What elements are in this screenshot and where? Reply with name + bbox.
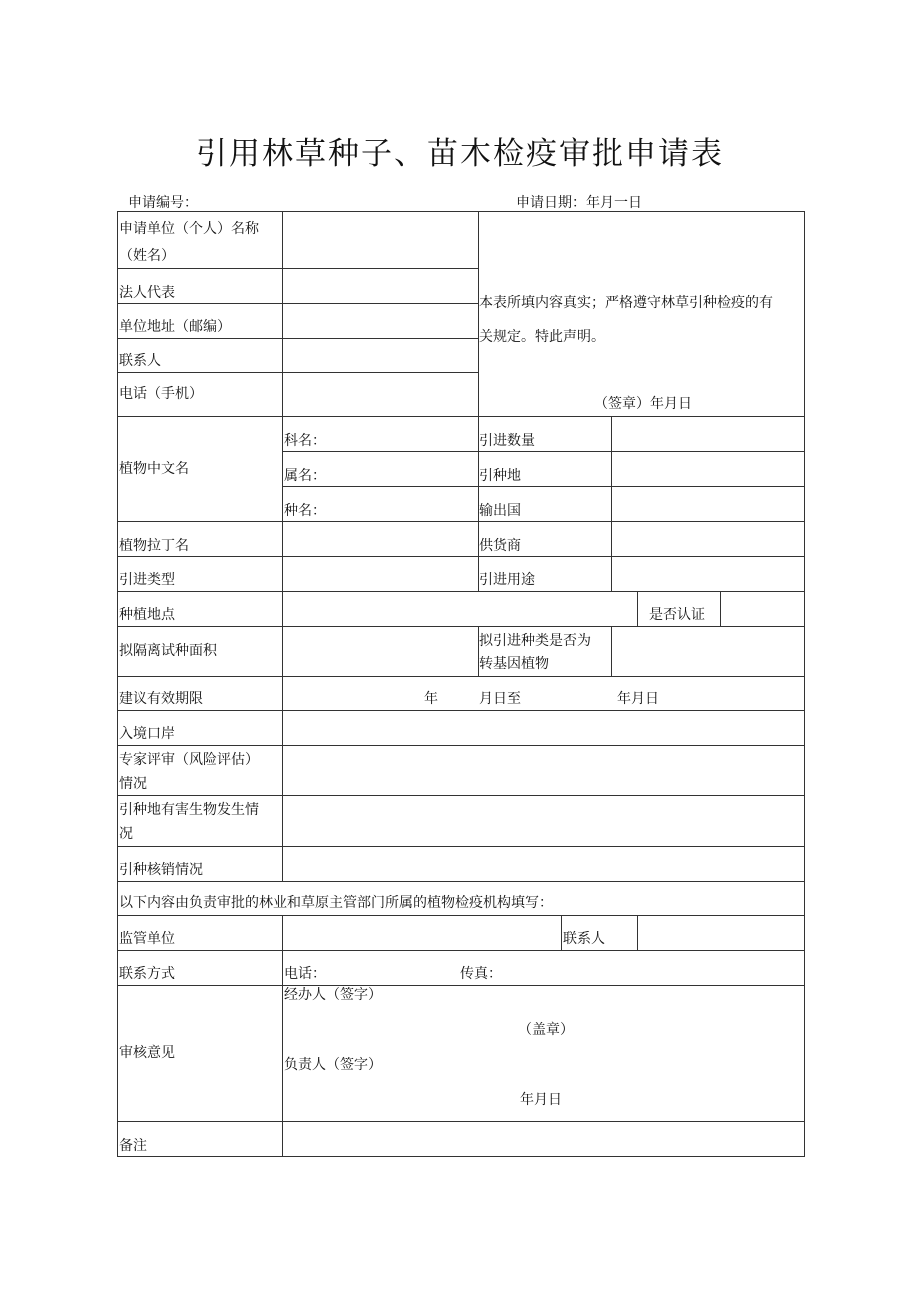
transgenic-label: 拟引进种类是否为 xyxy=(479,633,591,649)
isolation-area-field[interactable] xyxy=(283,627,477,676)
purpose-field[interactable] xyxy=(612,557,804,591)
quantity-label: 引进数量 xyxy=(479,433,535,449)
phone-label: 电话（手机） xyxy=(119,386,203,402)
declaration-sign-date: （签章）年月日 xyxy=(594,396,692,412)
contact-label: 联系人 xyxy=(119,353,161,369)
origin-field[interactable] xyxy=(612,452,804,486)
family-label: 科名： xyxy=(284,433,326,449)
species-label: 种名： xyxy=(284,503,326,519)
address-field[interactable] xyxy=(283,304,477,338)
supplier-field[interactable] xyxy=(612,522,804,556)
validity-to: 年月日 xyxy=(617,691,659,707)
purpose-label: 引进用途 xyxy=(479,572,535,588)
quantity-field[interactable] xyxy=(612,417,804,451)
supervisor-field[interactable] xyxy=(283,916,560,950)
supplier-label: 供货商 xyxy=(479,538,521,554)
writeoff-field[interactable] xyxy=(283,847,804,881)
authority-note: 以下内容由负责审批的林业和草原主管部门所属的植物检疫机构填写： xyxy=(119,895,553,911)
latin-name-field[interactable] xyxy=(283,522,477,556)
validity-year: 年 xyxy=(424,691,438,707)
application-date-label: 申请日期：年月一日 xyxy=(516,195,642,211)
legal-rep-field[interactable] xyxy=(283,269,477,303)
entry-port-label: 入境口岸 xyxy=(119,726,175,742)
export-country-label: 输出国 xyxy=(479,503,521,519)
contact-method-label: 联系方式 xyxy=(119,966,175,982)
expert-review-field[interactable] xyxy=(283,746,804,795)
certified-field[interactable] xyxy=(721,592,804,626)
applicant-name-field[interactable] xyxy=(283,212,477,268)
writeoff-label: 引种核销情况 xyxy=(119,862,203,878)
isolation-area-label: 拟隔离试种面积 xyxy=(119,643,217,659)
export-country-field[interactable] xyxy=(612,487,804,521)
intro-type-label: 引进类型 xyxy=(119,572,175,588)
validity-from: 月日至 xyxy=(479,691,521,707)
application-no-label: 申请编号： xyxy=(128,195,198,211)
seal-text: （盖章） xyxy=(518,1022,574,1038)
applicant-name-label-2: （姓名） xyxy=(119,248,175,264)
expert-review-label: 专家评审（风险评估） xyxy=(119,752,259,768)
transgenic-label-2: 转基因植物 xyxy=(479,656,549,672)
review-date: 年月日 xyxy=(520,1092,562,1108)
contact-field[interactable] xyxy=(283,339,477,372)
plant-chinese-name-label: 植物中文名 xyxy=(119,461,189,477)
legal-rep-label: 法人代表 xyxy=(119,285,175,301)
declaration-text: 本表所填内容真实；严格遵守林草引种检疫的有 xyxy=(479,295,773,311)
supervisor-label: 监管单位 xyxy=(119,931,175,947)
genus-label: 属名： xyxy=(284,468,326,484)
certified-label: 是否认证 xyxy=(649,607,705,623)
review-label: 审核意见 xyxy=(119,1045,175,1061)
phone-field[interactable] xyxy=(283,373,477,416)
authority-contact-label: 联系人 xyxy=(563,931,605,947)
planting-site-field[interactable] xyxy=(283,592,636,626)
latin-name-label: 植物拉丁名 xyxy=(119,538,189,554)
origin-label: 引种地 xyxy=(479,468,521,484)
planting-site-label: 种植地点 xyxy=(119,607,175,623)
expert-review-label-2: 情况 xyxy=(119,776,147,792)
intro-type-field[interactable] xyxy=(283,557,477,591)
authority-fax-label: 传真： xyxy=(460,966,502,982)
pest-label: 引种地有害生物发生情 xyxy=(119,802,259,818)
declaration-text-2: 关规定。特此声明。 xyxy=(479,329,605,345)
address-label: 单位地址（邮编） xyxy=(119,319,231,335)
remarks-label: 备注 xyxy=(119,1138,147,1154)
authority-phone-label: 电话： xyxy=(284,966,326,982)
pest-label-2: 况 xyxy=(119,826,133,842)
handler-sign: 经办人（签字） xyxy=(284,987,382,1003)
pest-field[interactable] xyxy=(283,796,804,846)
entry-port-field[interactable] xyxy=(283,711,804,745)
authority-contact-field[interactable] xyxy=(638,916,804,950)
responsible-sign: 负责人（签字） xyxy=(284,1057,382,1073)
remarks-field[interactable] xyxy=(283,1122,804,1156)
applicant-name-label: 申请单位（个人）名称 xyxy=(119,221,259,237)
validity-label: 建议有效期限 xyxy=(119,691,203,707)
page-title: 引用林草种子、苗木检疫审批申请表 xyxy=(196,136,724,172)
transgenic-field[interactable] xyxy=(612,627,804,676)
